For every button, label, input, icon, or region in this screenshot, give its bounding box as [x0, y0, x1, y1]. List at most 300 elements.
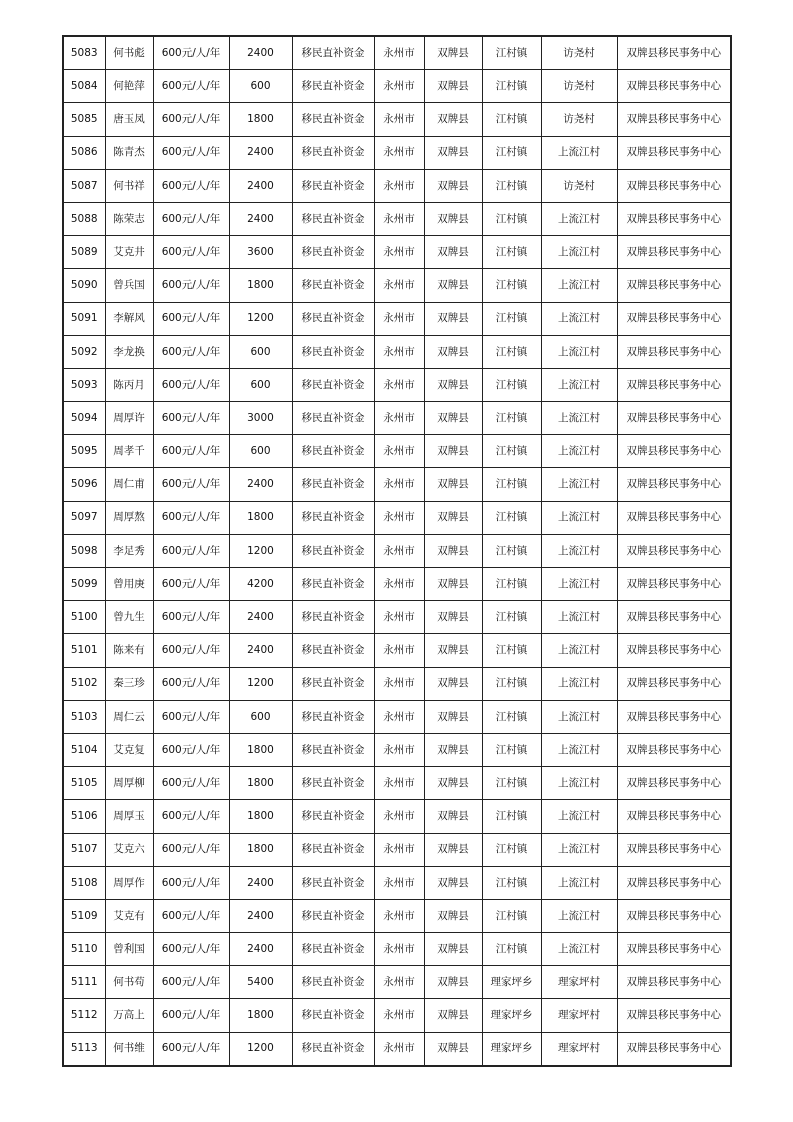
standard-cell: 600元/人/年 [153, 866, 229, 899]
town-cell: 江村镇 [482, 468, 541, 501]
name-cell: 万高上 [105, 999, 153, 1032]
village-cell: 上流江村 [541, 667, 617, 700]
town-cell: 江村镇 [482, 236, 541, 269]
city-cell: 永州市 [374, 501, 424, 534]
amount-cell: 1200 [229, 302, 292, 335]
name-cell: 周厚柳 [105, 767, 153, 800]
name-cell: 何书维 [105, 1032, 153, 1066]
table-row [63, 999, 731, 1032]
amount-cell: 1200 [229, 667, 292, 700]
fund-type-cell: 移民直补资金 [292, 568, 374, 601]
table-row [63, 800, 731, 833]
standard-cell: 600元/人/年 [153, 999, 229, 1032]
village-cell: 上流江村 [541, 800, 617, 833]
fund-type-cell: 移民直补资金 [292, 468, 374, 501]
county-cell: 双牌县 [424, 269, 482, 302]
city-cell: 永州市 [374, 601, 424, 634]
fund-type-cell: 移民直补资金 [292, 767, 374, 800]
table-row [63, 70, 731, 103]
table-row [63, 833, 731, 866]
agency-cell: 双牌县移民事务中心 [617, 568, 731, 601]
row-number-cell: 5094 [63, 402, 105, 435]
amount-cell: 1800 [229, 800, 292, 833]
table-row [63, 1032, 731, 1066]
row-number-cell: 5103 [63, 700, 105, 733]
name-cell: 周仁甫 [105, 468, 153, 501]
row-number-cell: 5095 [63, 435, 105, 468]
standard-cell: 600元/人/年 [153, 700, 229, 733]
fund-type-cell: 移民直补资金 [292, 866, 374, 899]
table-row [63, 767, 731, 800]
fund-type-cell: 移民直补资金 [292, 733, 374, 766]
standard-cell: 600元/人/年 [153, 236, 229, 269]
row-number-cell: 5107 [63, 833, 105, 866]
town-cell: 江村镇 [482, 601, 541, 634]
table-row [63, 866, 731, 899]
town-cell: 江村镇 [482, 335, 541, 368]
fund-type-cell: 移民直补资金 [292, 202, 374, 235]
county-cell: 双牌县 [424, 136, 482, 169]
county-cell: 双牌县 [424, 468, 482, 501]
town-cell: 江村镇 [482, 269, 541, 302]
standard-cell: 600元/人/年 [153, 468, 229, 501]
fund-type-cell: 移民直补资金 [292, 236, 374, 269]
city-cell: 永州市 [374, 269, 424, 302]
row-number-cell: 5085 [63, 103, 105, 136]
agency-cell: 双牌县移民事务中心 [617, 601, 731, 634]
city-cell: 永州市 [374, 933, 424, 966]
row-number-cell: 5097 [63, 501, 105, 534]
city-cell: 永州市 [374, 800, 424, 833]
amount-cell: 2400 [229, 601, 292, 634]
amount-cell: 3000 [229, 402, 292, 435]
row-number-cell: 5101 [63, 634, 105, 667]
village-cell: 上流江村 [541, 269, 617, 302]
name-cell: 陈青杰 [105, 136, 153, 169]
name-cell: 周仁云 [105, 700, 153, 733]
county-cell: 双牌县 [424, 236, 482, 269]
fund-type-cell: 移民直补资金 [292, 899, 374, 932]
agency-cell: 双牌县移民事务中心 [617, 700, 731, 733]
table-row [63, 368, 731, 401]
city-cell: 永州市 [374, 534, 424, 567]
fund-type-cell: 移民直补资金 [292, 999, 374, 1032]
fund-type-cell: 移民直补资金 [292, 667, 374, 700]
standard-cell: 600元/人/年 [153, 899, 229, 932]
agency-cell: 双牌县移民事务中心 [617, 800, 731, 833]
amount-cell: 1800 [229, 269, 292, 302]
standard-cell: 600元/人/年 [153, 169, 229, 202]
village-cell: 访尧村 [541, 103, 617, 136]
agency-cell: 双牌县移民事务中心 [617, 501, 731, 534]
row-number-cell: 5108 [63, 866, 105, 899]
row-number-cell: 5092 [63, 335, 105, 368]
agency-cell: 双牌县移民事务中心 [617, 335, 731, 368]
village-cell: 上流江村 [541, 468, 617, 501]
county-cell: 双牌县 [424, 767, 482, 800]
county-cell: 双牌县 [424, 169, 482, 202]
name-cell: 唐玉凤 [105, 103, 153, 136]
amount-cell: 2400 [229, 136, 292, 169]
village-cell: 访尧村 [541, 169, 617, 202]
village-cell: 理家坪村 [541, 966, 617, 999]
city-cell: 永州市 [374, 202, 424, 235]
county-cell: 双牌县 [424, 700, 482, 733]
name-cell: 何书彪 [105, 36, 153, 70]
amount-cell: 4200 [229, 568, 292, 601]
town-cell: 江村镇 [482, 202, 541, 235]
city-cell: 永州市 [374, 667, 424, 700]
village-cell: 上流江村 [541, 866, 617, 899]
town-cell: 江村镇 [482, 733, 541, 766]
village-cell: 上流江村 [541, 833, 617, 866]
table-row [63, 402, 731, 435]
city-cell: 永州市 [374, 236, 424, 269]
standard-cell: 600元/人/年 [153, 933, 229, 966]
name-cell: 何艳萍 [105, 70, 153, 103]
name-cell: 周厚熬 [105, 501, 153, 534]
city-cell: 永州市 [374, 36, 424, 70]
table-body [63, 36, 731, 1066]
row-number-cell: 5096 [63, 468, 105, 501]
amount-cell: 2400 [229, 36, 292, 70]
city-cell: 永州市 [374, 634, 424, 667]
town-cell: 江村镇 [482, 767, 541, 800]
county-cell: 双牌县 [424, 302, 482, 335]
row-number-cell: 5090 [63, 269, 105, 302]
city-cell: 永州市 [374, 966, 424, 999]
town-cell: 江村镇 [482, 568, 541, 601]
amount-cell: 1800 [229, 833, 292, 866]
agency-cell: 双牌县移民事务中心 [617, 435, 731, 468]
fund-type-cell: 移民直补资金 [292, 368, 374, 401]
agency-cell: 双牌县移民事务中心 [617, 70, 731, 103]
county-cell: 双牌县 [424, 667, 482, 700]
row-number-cell: 5089 [63, 236, 105, 269]
row-number-cell: 5088 [63, 202, 105, 235]
city-cell: 永州市 [374, 999, 424, 1032]
city-cell: 永州市 [374, 103, 424, 136]
table-row [63, 733, 731, 766]
row-number-cell: 5104 [63, 733, 105, 766]
row-number-cell: 5083 [63, 36, 105, 70]
standard-cell: 600元/人/年 [153, 667, 229, 700]
village-cell: 上流江村 [541, 236, 617, 269]
town-cell: 江村镇 [482, 402, 541, 435]
amount-cell: 1800 [229, 501, 292, 534]
fund-type-cell: 移民直补资金 [292, 501, 374, 534]
agency-cell: 双牌县移民事务中心 [617, 667, 731, 700]
fund-type-cell: 移民直补资金 [292, 833, 374, 866]
amount-cell: 2400 [229, 202, 292, 235]
row-number-cell: 5084 [63, 70, 105, 103]
amount-cell: 1200 [229, 1032, 292, 1066]
row-number-cell: 5099 [63, 568, 105, 601]
fund-type-cell: 移民直补资金 [292, 36, 374, 70]
village-cell: 上流江村 [541, 435, 617, 468]
fund-type-cell: 移民直补资金 [292, 136, 374, 169]
name-cell: 李解风 [105, 302, 153, 335]
town-cell: 理家坪乡 [482, 966, 541, 999]
city-cell: 永州市 [374, 169, 424, 202]
county-cell: 双牌县 [424, 568, 482, 601]
name-cell: 艾克有 [105, 899, 153, 932]
agency-cell: 双牌县移民事务中心 [617, 534, 731, 567]
standard-cell: 600元/人/年 [153, 534, 229, 567]
table-row [63, 202, 731, 235]
village-cell: 上流江村 [541, 202, 617, 235]
town-cell: 理家坪乡 [482, 999, 541, 1032]
county-cell: 双牌县 [424, 70, 482, 103]
amount-cell: 1800 [229, 767, 292, 800]
town-cell: 江村镇 [482, 36, 541, 70]
county-cell: 双牌县 [424, 36, 482, 70]
town-cell: 江村镇 [482, 70, 541, 103]
name-cell: 秦三珍 [105, 667, 153, 700]
town-cell: 理家坪乡 [482, 1032, 541, 1066]
amount-cell: 2400 [229, 933, 292, 966]
table-row [63, 269, 731, 302]
county-cell: 双牌县 [424, 966, 482, 999]
table-row [63, 236, 731, 269]
amount-cell: 2400 [229, 866, 292, 899]
table-row [63, 601, 731, 634]
row-number-cell: 5106 [63, 800, 105, 833]
table-row [63, 966, 731, 999]
table-row [63, 335, 731, 368]
village-cell: 访尧村 [541, 70, 617, 103]
row-number-cell: 5110 [63, 933, 105, 966]
subsidy-table [62, 35, 732, 1067]
amount-cell: 1200 [229, 534, 292, 567]
name-cell: 陈来有 [105, 634, 153, 667]
row-number-cell: 5105 [63, 767, 105, 800]
name-cell: 何书祥 [105, 169, 153, 202]
fund-type-cell: 移民直补资金 [292, 335, 374, 368]
name-cell: 曾九生 [105, 601, 153, 634]
standard-cell: 600元/人/年 [153, 302, 229, 335]
village-cell: 理家坪村 [541, 1032, 617, 1066]
agency-cell: 双牌县移民事务中心 [617, 368, 731, 401]
row-number-cell: 5112 [63, 999, 105, 1032]
town-cell: 江村镇 [482, 534, 541, 567]
county-cell: 双牌县 [424, 933, 482, 966]
agency-cell: 双牌县移民事务中心 [617, 103, 731, 136]
city-cell: 永州市 [374, 568, 424, 601]
row-number-cell: 5109 [63, 899, 105, 932]
table-row [63, 933, 731, 966]
standard-cell: 600元/人/年 [153, 36, 229, 70]
city-cell: 永州市 [374, 335, 424, 368]
fund-type-cell: 移民直补资金 [292, 70, 374, 103]
standard-cell: 600元/人/年 [153, 335, 229, 368]
agency-cell: 双牌县移民事务中心 [617, 468, 731, 501]
name-cell: 周孝千 [105, 435, 153, 468]
standard-cell: 600元/人/年 [153, 966, 229, 999]
village-cell: 上流江村 [541, 933, 617, 966]
table-row [63, 36, 731, 70]
name-cell: 艾克井 [105, 236, 153, 269]
agency-cell: 双牌县移民事务中心 [617, 999, 731, 1032]
amount-cell: 600 [229, 70, 292, 103]
agency-cell: 双牌县移民事务中心 [617, 269, 731, 302]
row-number-cell: 5111 [63, 966, 105, 999]
row-number-cell: 5086 [63, 136, 105, 169]
row-number-cell: 5113 [63, 1032, 105, 1066]
row-number-cell: 5102 [63, 667, 105, 700]
town-cell: 江村镇 [482, 933, 541, 966]
town-cell: 江村镇 [482, 667, 541, 700]
fund-type-cell: 移民直补资金 [292, 800, 374, 833]
agency-cell: 双牌县移民事务中心 [617, 302, 731, 335]
county-cell: 双牌县 [424, 103, 482, 136]
city-cell: 永州市 [374, 1032, 424, 1066]
village-cell: 上流江村 [541, 733, 617, 766]
row-number-cell: 5093 [63, 368, 105, 401]
agency-cell: 双牌县移民事务中心 [617, 866, 731, 899]
name-cell: 李足秀 [105, 534, 153, 567]
standard-cell: 600元/人/年 [153, 568, 229, 601]
agency-cell: 双牌县移民事务中心 [617, 236, 731, 269]
standard-cell: 600元/人/年 [153, 733, 229, 766]
name-cell: 周厚玉 [105, 800, 153, 833]
agency-cell: 双牌县移民事务中心 [617, 169, 731, 202]
town-cell: 江村镇 [482, 103, 541, 136]
county-cell: 双牌县 [424, 634, 482, 667]
agency-cell: 双牌县移民事务中心 [617, 767, 731, 800]
table-row [63, 103, 731, 136]
fund-type-cell: 移民直补资金 [292, 402, 374, 435]
standard-cell: 600元/人/年 [153, 402, 229, 435]
village-cell: 上流江村 [541, 402, 617, 435]
city-cell: 永州市 [374, 368, 424, 401]
city-cell: 永州市 [374, 136, 424, 169]
agency-cell: 双牌县移民事务中心 [617, 966, 731, 999]
standard-cell: 600元/人/年 [153, 70, 229, 103]
table-row [63, 468, 731, 501]
name-cell: 曾兵国 [105, 269, 153, 302]
county-cell: 双牌县 [424, 833, 482, 866]
agency-cell: 双牌县移民事务中心 [617, 634, 731, 667]
fund-type-cell: 移民直补资金 [292, 933, 374, 966]
town-cell: 江村镇 [482, 634, 541, 667]
table-row [63, 700, 731, 733]
name-cell: 何书苟 [105, 966, 153, 999]
city-cell: 永州市 [374, 733, 424, 766]
name-cell: 周厚作 [105, 866, 153, 899]
county-cell: 双牌县 [424, 733, 482, 766]
fund-type-cell: 移民直补资金 [292, 601, 374, 634]
fund-type-cell: 移民直补资金 [292, 169, 374, 202]
agency-cell: 双牌县移民事务中心 [617, 36, 731, 70]
table-row [63, 501, 731, 534]
village-cell: 上流江村 [541, 501, 617, 534]
row-number-cell: 5100 [63, 601, 105, 634]
amount-cell: 2400 [229, 169, 292, 202]
name-cell: 艾克六 [105, 833, 153, 866]
town-cell: 江村镇 [482, 136, 541, 169]
county-cell: 双牌县 [424, 800, 482, 833]
name-cell: 曾利国 [105, 933, 153, 966]
fund-type-cell: 移民直补资金 [292, 103, 374, 136]
village-cell: 上流江村 [541, 302, 617, 335]
village-cell: 访尧村 [541, 36, 617, 70]
city-cell: 永州市 [374, 70, 424, 103]
name-cell: 周厚许 [105, 402, 153, 435]
city-cell: 永州市 [374, 899, 424, 932]
fund-type-cell: 移民直补资金 [292, 534, 374, 567]
village-cell: 上流江村 [541, 534, 617, 567]
county-cell: 双牌县 [424, 501, 482, 534]
standard-cell: 600元/人/年 [153, 800, 229, 833]
name-cell: 艾克复 [105, 733, 153, 766]
town-cell: 江村镇 [482, 501, 541, 534]
row-number-cell: 5098 [63, 534, 105, 567]
county-cell: 双牌县 [424, 335, 482, 368]
amount-cell: 600 [229, 335, 292, 368]
amount-cell: 600 [229, 435, 292, 468]
table-row [63, 899, 731, 932]
county-cell: 双牌县 [424, 368, 482, 401]
city-cell: 永州市 [374, 402, 424, 435]
name-cell: 陈荣志 [105, 202, 153, 235]
table-row [63, 534, 731, 567]
village-cell: 上流江村 [541, 601, 617, 634]
agency-cell: 双牌县移民事务中心 [617, 933, 731, 966]
city-cell: 永州市 [374, 435, 424, 468]
village-cell: 上流江村 [541, 700, 617, 733]
amount-cell: 600 [229, 700, 292, 733]
fund-type-cell: 移民直补资金 [292, 269, 374, 302]
fund-type-cell: 移民直补资金 [292, 700, 374, 733]
amount-cell: 2400 [229, 899, 292, 932]
amount-cell: 5400 [229, 966, 292, 999]
standard-cell: 600元/人/年 [153, 601, 229, 634]
standard-cell: 600元/人/年 [153, 103, 229, 136]
town-cell: 江村镇 [482, 435, 541, 468]
standard-cell: 600元/人/年 [153, 833, 229, 866]
standard-cell: 600元/人/年 [153, 136, 229, 169]
city-cell: 永州市 [374, 767, 424, 800]
name-cell: 陈丙月 [105, 368, 153, 401]
amount-cell: 1800 [229, 733, 292, 766]
county-cell: 双牌县 [424, 1032, 482, 1066]
amount-cell: 600 [229, 368, 292, 401]
agency-cell: 双牌县移民事务中心 [617, 202, 731, 235]
agency-cell: 双牌县移民事务中心 [617, 733, 731, 766]
agency-cell: 双牌县移民事务中心 [617, 833, 731, 866]
village-cell: 理家坪村 [541, 999, 617, 1032]
town-cell: 江村镇 [482, 833, 541, 866]
county-cell: 双牌县 [424, 534, 482, 567]
row-number-cell: 5087 [63, 169, 105, 202]
name-cell: 李龙换 [105, 335, 153, 368]
amount-cell: 1800 [229, 999, 292, 1032]
city-cell: 永州市 [374, 833, 424, 866]
fund-type-cell: 移民直补资金 [292, 302, 374, 335]
county-cell: 双牌县 [424, 601, 482, 634]
row-number-cell: 5091 [63, 302, 105, 335]
town-cell: 江村镇 [482, 899, 541, 932]
table-row [63, 169, 731, 202]
city-cell: 永州市 [374, 866, 424, 899]
amount-cell: 2400 [229, 468, 292, 501]
town-cell: 江村镇 [482, 700, 541, 733]
city-cell: 永州市 [374, 468, 424, 501]
village-cell: 上流江村 [541, 368, 617, 401]
town-cell: 江村镇 [482, 866, 541, 899]
city-cell: 永州市 [374, 700, 424, 733]
